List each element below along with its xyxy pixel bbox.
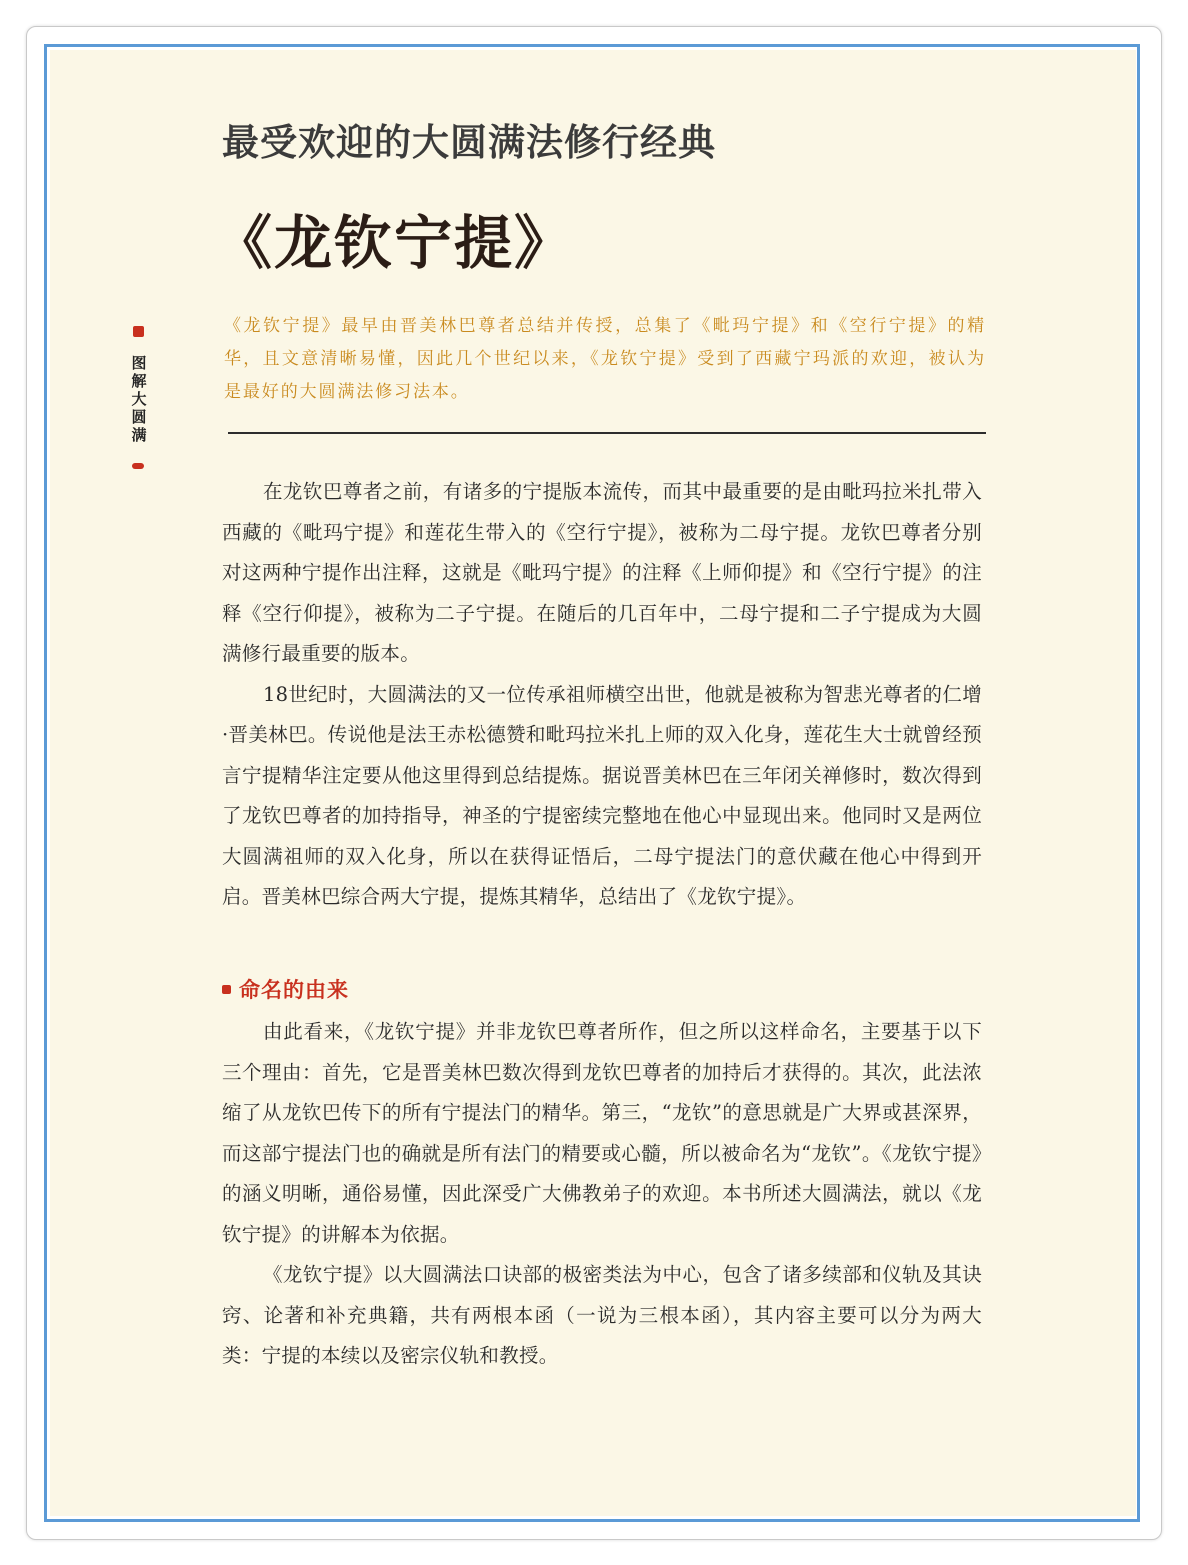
side-label-top-mark [133,326,144,337]
body-section-history [222,472,982,918]
page-headline: 最受欢迎的大圆满法修行经典 [222,121,716,164]
body-paragraph-2: 18世纪时，大圆满法的又一位传承祖师横空出世，他就是被称为智悲光尊者的仁增·晋美林巴。传说他是法王赤松德赞和毗玛拉米扎上师的双入化身，莲花生大士就曾经预言宁提精华注定要从他这里得到总结提炼。据说晋美林巴在三年闭关禅修时，数次得到了龙钦巴尊者的加持指导，神圣的宁提密续完整地在他心中显现出来。他同时又是两位大圆满祖师的双入化身，所以在获得证悟后，二母宁提法门的意伏藏在他心中得到开启。晋美林巴综合两大宁提，提炼其精华，总结出了《龙钦宁提》。 [222,682,982,908]
body-paragraph-4: 《龙钦宁提》以大圆满法口诀部的极密类法为中心，包含了诸多续部和仪轨及其诀窍、论著和补充典籍，共有两根本函（一说为三根本函），其内容主要可以分为两大类：宁提的本续以及密宗仪轨和教授。 [222,1263,982,1367]
body-paragraph-3: 由此看来，《龙钦宁提》并非龙钦巴尊者所作，但之所以这样命名，主要基于以下三个理由：首先，它是晋美林巴数次得到龙钦巴尊者的加持后才获得的。其次，此法浓缩了从龙钦巴传下的所有宁提法门的精华。第三，“龙钦”的意思就是广大界或甚深界，而这部宁提法门也的确就是所有法门的精要或心髓，所以被命名为“龙钦”。《龙钦宁提》的涵义明晰，通俗易懂，因此深受广大佛教弟子的欢迎。本书所述大圆满法，就以《龙钦宁提》的讲解本为依据。 [222,1020,982,1246]
intro-paragraph: 《龙钦宁提》最早由晋美林巴尊者总结并传授，总集了《毗玛宁提》和《空行宁提》的精华，且文意清晰易懂，因此几个世纪以来，《龙钦宁提》受到了西藏宁玛派的欢迎，被认为是最好的大圆满法修习法本。 [224,316,986,402]
side-label-bottom-mark [132,463,144,469]
divider-line [228,432,986,434]
side-label [128,326,148,469]
book-title: 《龙钦宁提》 [214,209,575,277]
body-paragraph-1: 在龙钦巴尊者之前，有诸多的宁提版本流传，而其中最重要的是由毗玛拉米扎带入西藏的《毗玛宁提》和莲花生带入的《空行宁提》，被称为二母宁提。龙钦巴尊者分别对这两种宁提作出注释，这就是《毗玛宁提》的注释《上师仰提》和《空行宁提》的注释《空行仰提》，被称为二子宁提。在随后的几百年中，二母宁提和二子宁提成为大圆满修行最重要的版本。 [222,480,982,665]
body-section-naming [222,1012,982,1377]
section-heading-label: 命名的由来 [239,978,349,1002]
section-heading [222,974,349,1004]
section-bullet-icon [222,985,231,994]
side-label-text: 图解大圆满 [129,355,148,445]
